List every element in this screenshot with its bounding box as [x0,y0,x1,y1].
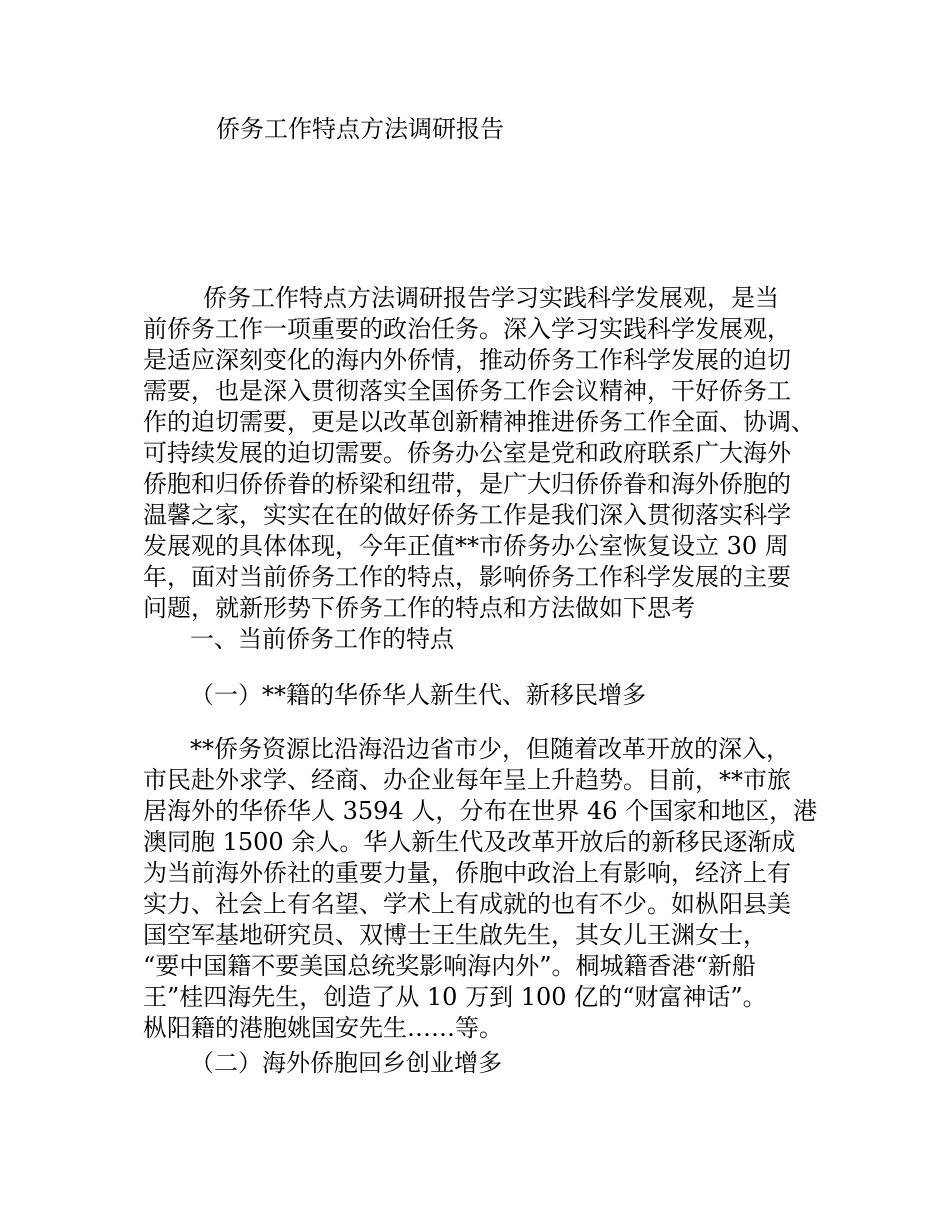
paragraph-line: “要中国籍不要美国总统奖影响海内外”。桐城籍香港“新船 [143,952,756,980]
paragraph-line: 枞阳籍的港胞姚国安先生……等。 [143,1014,503,1042]
paragraph-line: 发展观的具体体现，今年正值**市侨务办公室恢复设立 30 周 [143,532,789,560]
subsection-heading: （一）**籍的华侨华人新生代、新移民增多 [190,681,646,709]
paragraph-line: 温馨之家，实实在在的做好侨务工作是我们深入贯彻落实科学 [143,501,791,529]
paragraph-line: 侨务工作特点方法调研报告学习实践科学发展观，是当 [203,284,779,312]
paragraph-line: 前侨务工作一项重要的政治任务。深入学习实践科学发展观， [143,315,791,343]
subsection-heading: （二）海外侨胞回乡创业增多 [190,1049,502,1077]
paragraph-line: 问题，就新形势下侨务工作的特点和方法做如下思考 [143,594,695,622]
paragraph-line: 王”桂四海先生，创造了从 10 万到 100 亿的“财富神话”。 [143,983,767,1011]
paragraph-line: 国空军基地研究员、双博士王生啟先生，其女儿王渊女士， [143,921,767,949]
paragraph-line: 可持续发展的迫切需要。侨务办公室是党和政府联系广大海外 [143,439,791,467]
paragraph-line: 是适应深刻变化的海内外侨情，推动侨务工作科学发展的迫切 [143,346,791,374]
section-heading: 一、当前侨务工作的特点 [190,625,454,653]
paragraph-line: 居海外的华侨华人 3594 人，分布在世界 46 个国家和地区，港 [143,797,818,825]
paragraph-line: 为当前海外侨社的重要力量，侨胞中政治上有影响，经济上有 [143,859,791,887]
paragraph-line: 作的迫切需要，更是以改革创新精神推进侨务工作全面、协调、 [143,408,815,436]
subsection-paragraph [143,734,817,1044]
paragraph-line: 侨胞和归侨侨眷的桥梁和纽带，是广大归侨侨眷和海外侨胞的 [143,470,791,498]
paragraph-line: 澳同胞 1500 余人。华人新生代及改革开放后的新移民逐渐成 [143,828,796,856]
document-title: 侨务工作特点方法调研报告 [216,115,504,143]
paragraph-line: **侨务资源比沿海沿边省市少，但随着改革开放的深入， [190,735,790,763]
intro-paragraph [143,283,815,624]
paragraph-line: 年，面对当前侨务工作的特点，影响侨务工作科学发展的主要 [143,563,791,591]
paragraph-line: 需要，也是深入贯彻落实全国侨务工作会议精神，干好侨务工 [143,377,791,405]
paragraph-line: 市民赴外求学、经商、办企业每年呈上升趋势。目前，**市旅 [143,766,791,794]
paragraph-line: 实力、社会上有名望、学术上有成就的也有不少。如枞阳县美 [143,890,791,918]
